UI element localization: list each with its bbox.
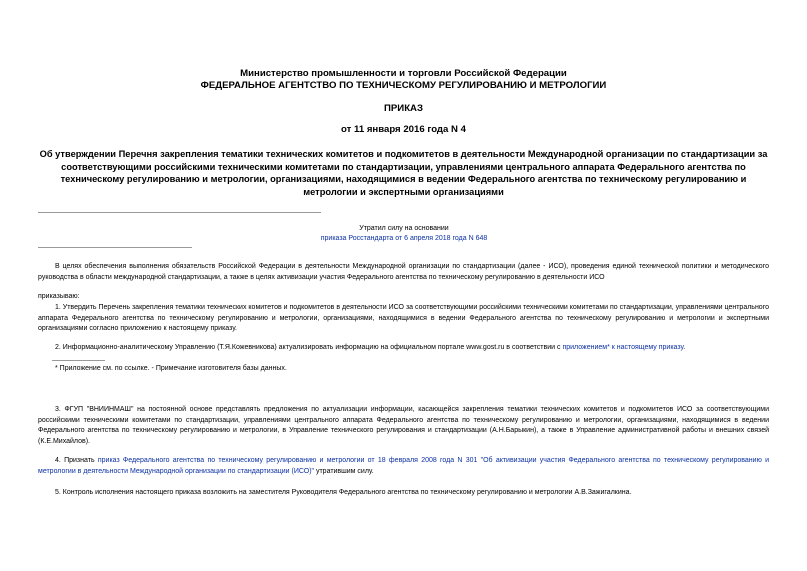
paragraph-4 <box>38 456 769 477</box>
repeal-order-link[interactable]: приказа Росстандарта от 6 апреля 2018 года N 648 <box>320 234 488 242</box>
document-date-number: от 11 января 2016 года N 4 <box>341 124 466 135</box>
order-keyword: приказываю: <box>38 293 80 300</box>
paragraph-1: 1. Утвердить Перечень закрепления тематики технических комитетов и подкомитетов в деятельности ИСО за соответствующими российскими техническими комитетами по стандартизации, управлениями центрального аппарата Федерального агентства по техническому регулированию и метрологии, организациями, находящимися в ведении Федерального агентства по техническому регулированию и метрологии и экспертными организациями согласно приложению к настоящему приказу. <box>38 304 769 333</box>
paragraph-5: 5. Контроль исполнения настоящего приказа возложить на заместителя Руководителя Федерального агентства по техническому регулированию и метрологии А.В.Зажигалкина. <box>55 489 632 496</box>
document-type: ПРИКАЗ <box>384 103 423 114</box>
footnote: * Приложение см. по ссылке. - Примечание изготовителя базы данных. <box>55 365 287 372</box>
agency-name: ФЕДЕРАЛЬНОЕ АГЕНТСТВО ПО ТЕХНИЧЕСКОМУ РЕГУЛИРОВАНИЮ И МЕТРОЛОГИИ <box>200 80 607 91</box>
top-divider <box>38 212 321 213</box>
paragraph-4-end: утратившим силу. <box>314 467 374 475</box>
status-notice-text: Утратил силу на основании <box>359 225 449 232</box>
paragraph-2-end: . <box>683 344 686 351</box>
footnote-divider <box>52 360 105 361</box>
paragraph-4-text: 4. Признать <box>55 457 98 464</box>
document-title: Об утверждении Перечня закрепления тематики технических комитетов и подкомитетов в деятельности Международной организации по стандартизации за соответствующими российскими техническими комитетами по стандартизации, управлениями центрального аппарата Федерального агентства по техническому регулированию и метрологии, организациями, находящимися в ведении Федерального агентства по техническому регулированию и метрологии и экспертными организациями <box>39 149 768 197</box>
repealed-order-link[interactable]: приказ Федерального агентства по техническому регулированию и метрологии от 18 февраля 2008 года N 301 "Об активизации участия Федерального агентства по техническому регулированию и метрологии в деятельности Международной организации по стандартизации (ИСО)" <box>38 457 769 475</box>
ministry-name: Министерство промышленности и торговли Российской Федерации <box>240 68 567 79</box>
status-notice <box>318 224 490 244</box>
appendix-link[interactable]: приложением* к настоящему приказу <box>562 344 684 351</box>
paragraph-3: 3. ФГУП "ВНИИНМАШ" на постоянной основе представлять предложения по актуализации информации, касающейся закрепления тематики технических комитетов и подкомитетов ИСО за соответствующими российскими техническими комитетами по стандартизации, управлениями центрального аппарата Федерального агентства по техническому регулированию и метрологии, организациями, находящимися в ведении Федерального агентства по техническому регулированию и метрологии, в Управление технического регулирования и стандартизации (А.Н.Барыкин), а также в Управление административной работы и внешних связей (К.Е.Михайлов). <box>38 406 769 445</box>
notice-divider <box>38 247 192 248</box>
paragraph-2-text: 2. Информационно-аналитическому Управлению (Т.Я.Кожевникова) актуализировать информацию на официальном портале www.gost.ru в соответствии с <box>55 344 563 351</box>
intro-paragraph: В целях обеспечения выполнения обязательств Российской Федерации в деятельности Международной организации по стандартизации (далее - ИСО), проведения единой технической политики и методического руководства в области международной стандартизации, а также в целях активизации участия Федерального агентства по техническому регулированию в деятельности ИСО <box>38 263 769 281</box>
paragraph-2 <box>38 343 769 354</box>
